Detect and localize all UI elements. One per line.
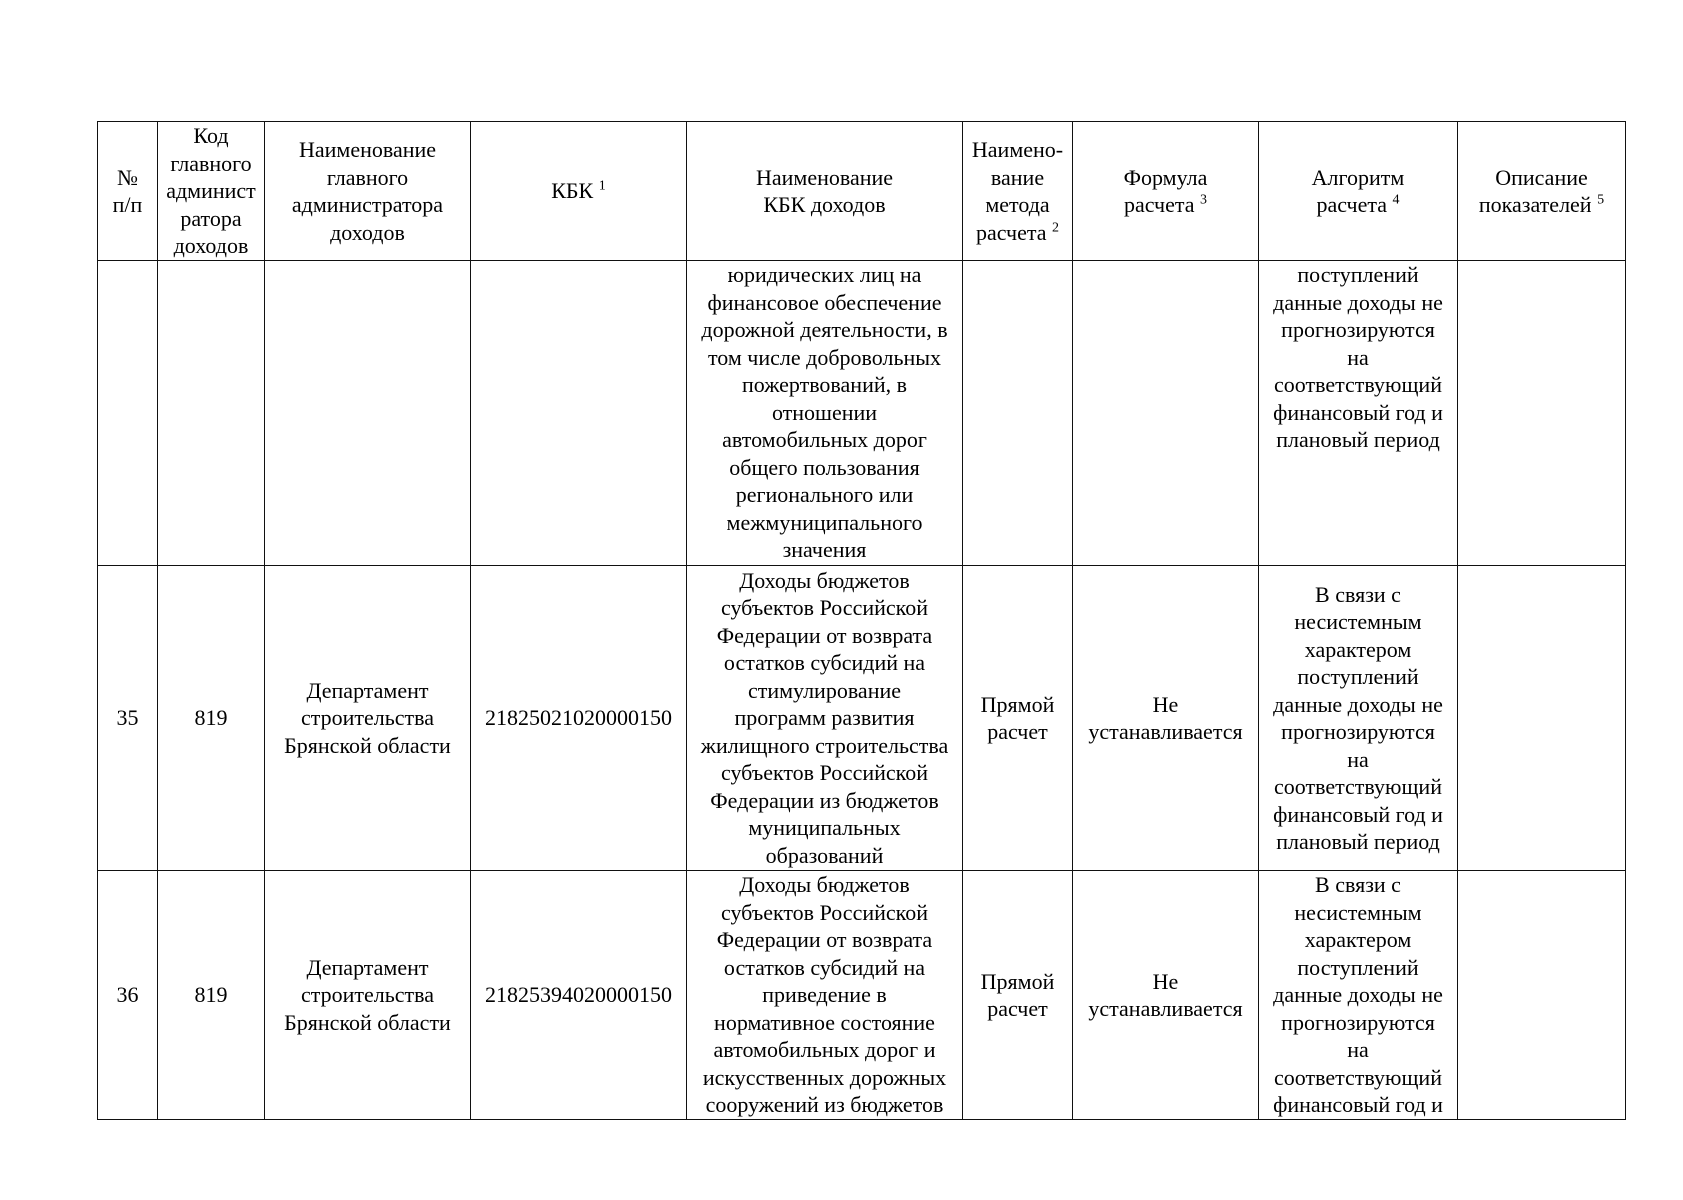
header-algorithm: Алгоритм расчета $^4$ (1259, 122, 1458, 261)
cell-admin-name: Департамент строительства Брянской области (265, 871, 471, 1120)
cell-kbk-name: Доходы бюджетов субъектов Российской Федерации от возврата остатков субсидий на приведение в нормативное состояние автомобильных дорог и искусственных дорожных сооружений из бюджетов (687, 871, 963, 1120)
cell-description (1458, 566, 1626, 871)
header-number: № п/п (98, 122, 158, 261)
footnote-ref-3: 3 (1200, 192, 1208, 208)
cell-method: Прямой расчет (963, 871, 1073, 1120)
cell-number: 35 (98, 566, 158, 871)
cell-number (98, 261, 158, 566)
table-row (98, 871, 1626, 1120)
cell-kbk: 21825394020000150 (471, 871, 687, 1120)
cell-admin-code: 819 (158, 871, 265, 1120)
cell-method: Прямой расчет (963, 566, 1073, 871)
header-admin-code: Код главного админист ратора доходов (158, 122, 265, 261)
cell-number: 36 (98, 871, 158, 1120)
footnote-ref-5: 5 (1597, 192, 1605, 208)
cell-kbk-name: юридических лиц на финансовое обеспечение дорожной деятельности, в том числе добровольных пожертвований, в отношении автомобильных дорог общего пользования регионального или межмуниципального значения (687, 261, 963, 566)
footnote-ref-2: 2 (1052, 220, 1060, 236)
cell-method (963, 261, 1073, 566)
cell-algorithm: поступлений данные доходы не прогнозируются на соответствующий финансовый год и плановый период (1259, 261, 1458, 566)
header-kbk: КБК $^1$ (471, 122, 687, 261)
cell-admin-name (265, 261, 471, 566)
revenue-forecast-table (97, 121, 1626, 1120)
cell-description (1458, 261, 1626, 566)
cell-formula: Не устанавливается (1073, 566, 1259, 871)
cell-kbk: 21825021020000150 (471, 566, 687, 871)
footnote-ref-4: 4 (1392, 192, 1400, 208)
table-header-row (98, 122, 1626, 261)
cell-admin-name: Департамент строительства Брянской области (265, 566, 471, 871)
footnote-ref-1: 1 (598, 178, 606, 194)
header-admin-name: Наименование главного администратора доходов (265, 122, 471, 261)
table-row-continuation (98, 261, 1626, 566)
header-kbk-name: Наименование КБК доходов (687, 122, 963, 261)
cell-description (1458, 871, 1626, 1120)
header-description: Описание показателей $^5$ (1458, 122, 1626, 261)
cell-algorithm: В связи с несистемным характером поступлений данные доходы не прогнозируются на соответствующий финансовый год и плановый период (1259, 566, 1458, 871)
header-method: Наимено- вание метода расчета $^2$ (963, 122, 1073, 261)
header-formula: Формула расчета $^3$ (1073, 122, 1259, 261)
cell-formula (1073, 261, 1259, 566)
table-row (98, 566, 1626, 871)
cell-algorithm: В связи с несистемным характером поступлений данные доходы не прогнозируются на соответствующий финансовый год и (1259, 871, 1458, 1120)
cell-kbk-name: Доходы бюджетов субъектов Российской Федерации от возврата остатков субсидий на стимулирование программ развития жилищного строительства субъектов Российской Федерации из бюджетов муниципальных образований (687, 566, 963, 871)
cell-kbk (471, 261, 687, 566)
cell-admin-code: 819 (158, 566, 265, 871)
cell-formula: Не устанавливается (1073, 871, 1259, 1120)
cell-admin-code (158, 261, 265, 566)
